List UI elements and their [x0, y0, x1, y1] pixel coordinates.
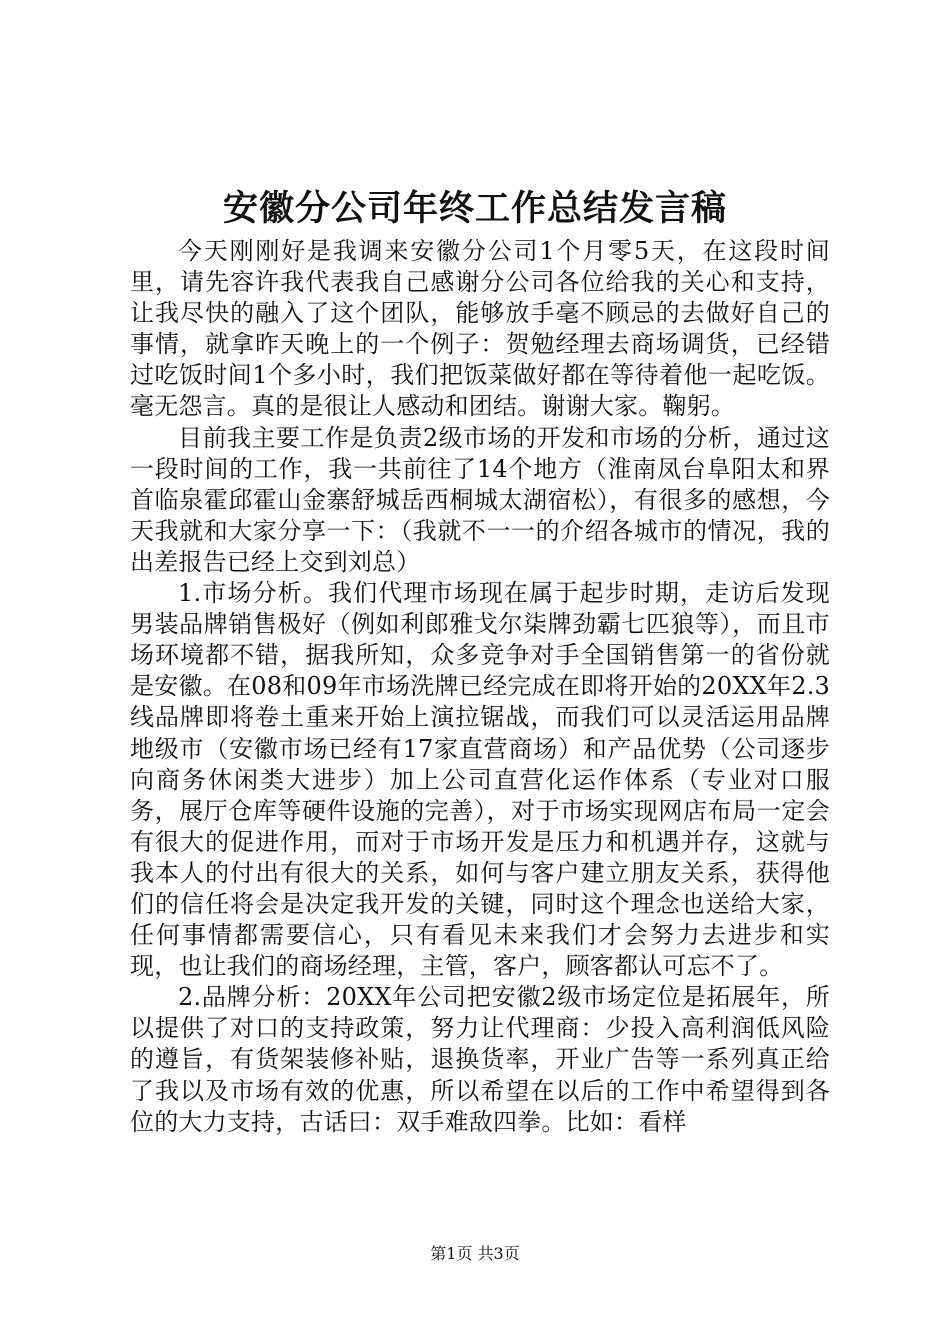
- document-body: [130, 236, 830, 1138]
- paragraph-brand-analysis: 2.品牌分析：20XX年公司把安徽2级市场定位是拓展年，所以提供了对口的支持政策，努力让代理商：少投入高利润低风险的遵旨，有货架装修补贴，退换货率，开业广告等一系列真正给了我以及市场有效的优惠，所以希望在以后的工作中希望得到各位的大力支持，古话曰：双手难敌四拳。比如：看样: [130, 983, 830, 1136]
- paragraph-work-overview: 目前我主要工作是负责2级市场的开发和市场的分析，通过这一段时间的工作，我一共前往了14个地方（淮南凤台阜阳太和界首临泉霍邱霍山金寨舒城岳西桐城太湖宿松），有很多的感想，今天我就和大家分享一下：（我就不一一的介绍各城市的情况，我的出差报告已经上交到刘总）: [130, 423, 830, 576]
- document-title: 安徽分公司年终工作总结发言稿: [222, 188, 727, 229]
- paragraph-market-analysis: 1.市场分析。我们代理市场现在属于起步时期，走访后发现男装品牌销售极好（例如利郎雅戈尔柒牌劲霸七匹狼等），而且市场环境都不错，据我所知，众多竞争对手全国销售第一的省份就是安徽。在08和09年市场洗牌已经完成在即将开始的20XX年2.3线品牌即将卷土重来开始上演拉锯战，而我们可以灵活运用品牌地级市（安徽市场已经有17家直营商场）和产品优势（公司逐步向商务休闲类大进步）加上公司直营化运作体系（专业对口服务，展厅仓库等硬件设施的完善），对于市场实现网店布局一定会有很大的促进作用，而对于市场开发是压力和机遇并存，这就与我本人的付出有很大的关系，如何与客户建立朋友关系，获得他们的信任将会是决定我开发的关键，同时这个理念也送给大家，任何事情都需要信心，只有看见未来我们才会努力去进步和实现，也让我们的商场经理，主管，客户，顾客都认可忘不了。: [130, 579, 830, 981]
- page-number-footer: 第1页 共3页: [430, 1244, 520, 1263]
- paragraph-intro: 今天刚刚好是我调来安徽分公司1个月零5天，在这段时间里，请先容许我代表我自己感谢分公司各位给我的关心和支持，让我尽快的融入了这个团队，能够放手毫不顾忌的去做好自己的事情，就拿昨天晚上的一个例子：贺勉经理去商场调货，已经错过吃饭时间1个多小时，我们把饭菜做好都在等待着他一起吃饭。毫无怨言。真的是很让人感动和团结。谢谢大家。鞠躬。: [130, 237, 830, 421]
